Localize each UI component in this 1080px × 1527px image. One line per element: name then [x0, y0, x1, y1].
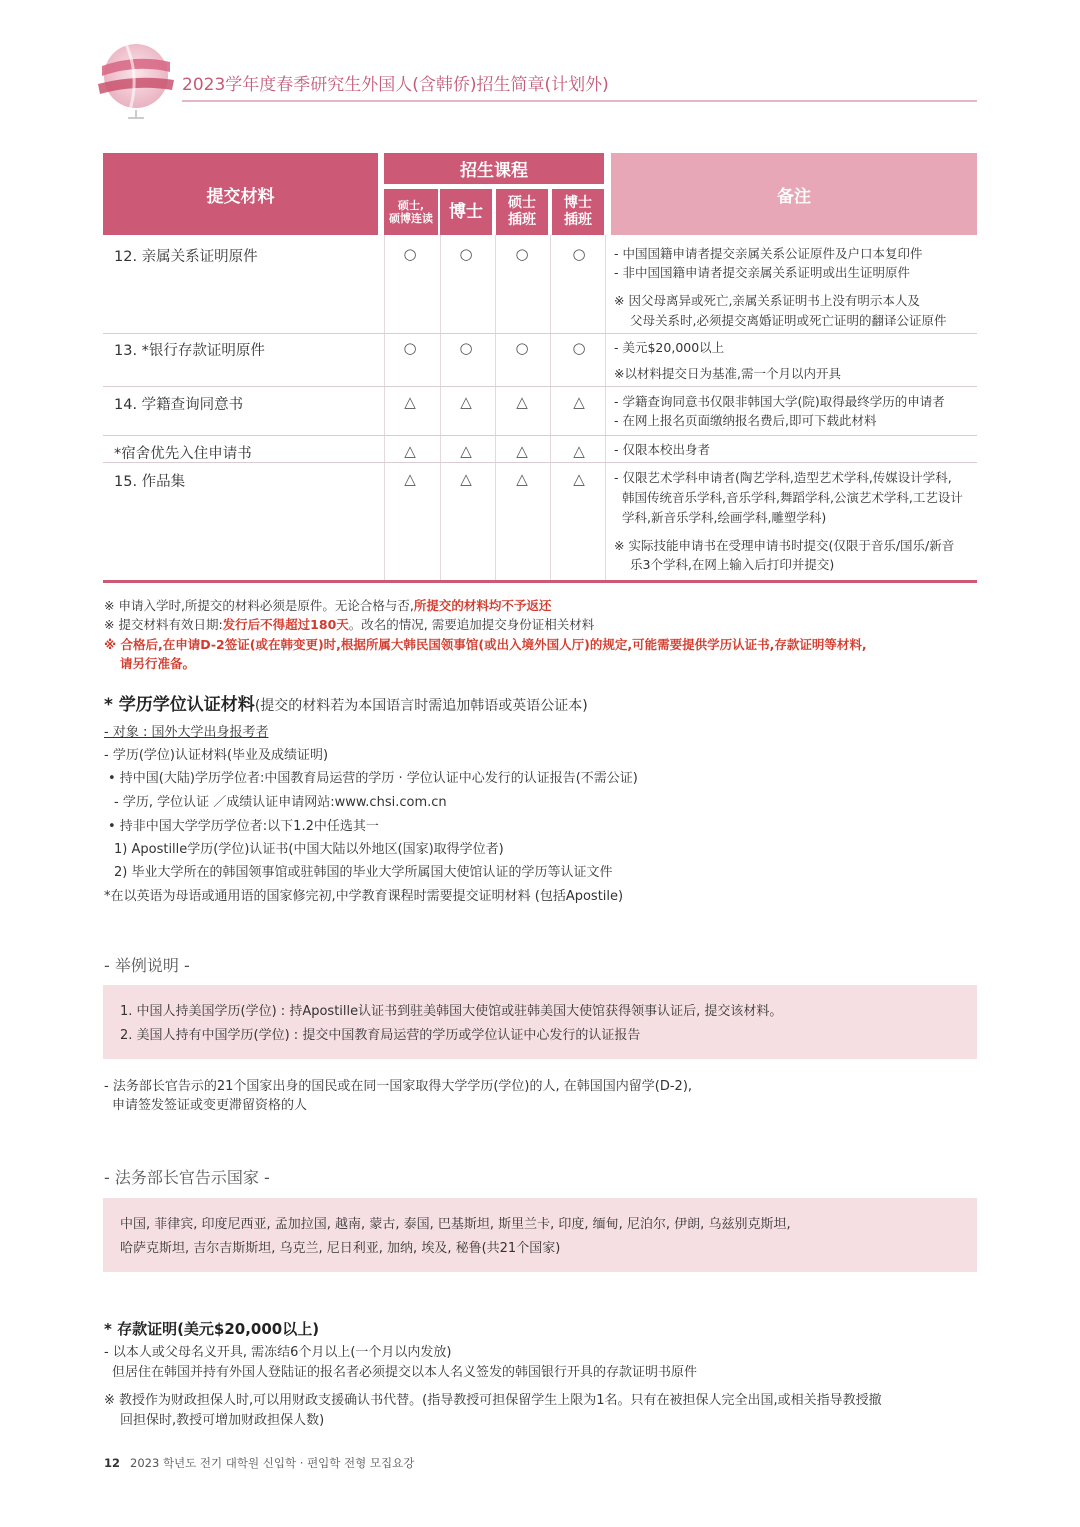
col-divider [384, 235, 385, 580]
mark-triangle: △ [460, 470, 472, 488]
th-remarks: 备注 [611, 153, 977, 235]
mark-triangle: △ [573, 393, 585, 411]
mark-circle: ○ [403, 339, 417, 357]
mark-triangle: △ [404, 470, 416, 488]
row-divider [103, 435, 977, 436]
note-line: - 在网上报名页面缴纳报名费后,即可下载此材料 [614, 413, 877, 428]
mark-triangle: △ [516, 470, 528, 488]
footer-text: 2023 학년도 전기 대학원 신입학 · 편입학 전형 모집요강 [130, 1456, 415, 1470]
mark-triangle: △ [460, 442, 472, 460]
mark-circle: ○ [515, 339, 529, 357]
note-line: 父母关系时,必须提交离婚证明或死亡证明的翻译公证原件 [630, 313, 947, 328]
deposit-line: - 以本人或父母名义开具, 需冻结6个月以上(一个月以内发放) [104, 1345, 452, 1360]
deposit-line: ※ 教授作为财政担保人时,可以用财政支援确认书代替。(指导教授可担保留学生上限为1名。只有在被担保人完全出国,或相关指导教授撤 [104, 1393, 882, 1408]
mark-triangle: △ [404, 393, 416, 411]
table-bottom-rule [103, 580, 977, 583]
footnote-1: ※ 申请入学时,所提交的材料必须是原件。无论合格与否,所提交的材料均不予返还 [104, 598, 552, 613]
note-line: - 仅限本校出身者 [614, 442, 710, 457]
example-line: 1. 中国人持美国学历(学位) : 持Apostille认证书到驻美韩国大使馆或驻韩美国大使馆获得领事认证后, 提交该材料。 [120, 1004, 783, 1019]
mark-circle: ○ [459, 339, 473, 357]
th-col-masters-integrated: 硕士, 硕博连读 [384, 189, 438, 235]
footnote-2-highlight: 发行后不得超过180天 [222, 617, 349, 632]
deposit-line: 但居住在韩国并持有外国人登陆证的报名者必须提交以本人名义签发的韩国银行开具的存款证明书原件 [112, 1365, 698, 1380]
example-line: 2. 美国人持有中国学历(学位) : 提交中国教育局运营的学历或学位认证中心发行的认证报告 [120, 1028, 641, 1043]
note-line: ※以材料提交日为基准,需一个月以内开具 [614, 366, 841, 381]
degree-cert-subtitle: (提交的材料若为本国语言时需追加韩语或英语公证本) [254, 698, 588, 714]
note-line: - 非中国国籍申请者提交亲属关系证明或出生证明原件 [614, 265, 910, 280]
note-line: - 美元$20,000以上 [614, 340, 725, 355]
countries-line: 中国, 菲律宾, 印度尼西亚, 孟加拉国, 越南, 蒙古, 泰国, 巴基斯坦, 斯里兰卡, 印度, 缅甸, 尼泊尔, 伊朗, 乌兹别克斯坦, [120, 1217, 791, 1232]
col-divider [440, 235, 441, 580]
countries-box [103, 1198, 977, 1272]
degree-cert-line: - 对象 : 国外大学出身报考者 [104, 725, 269, 740]
th-materials: 提交材料 [103, 153, 378, 235]
footnote-1-highlight: 所提交的材料均不予返还 [413, 598, 552, 613]
header-title: 2023学年度春季研究生外国人(含韩侨)招生简章(计划外) [182, 75, 609, 95]
degree-cert-title: * 学历学位认证材料(提交的材料若为本国语言时需追加韩语或英语公证本) [104, 695, 588, 715]
degree-cert-line: 1) Apostille学历(学位)认证书(中国大陆以外地区(国家)取得学位者) [114, 842, 504, 857]
th-col-doctor-transfer: 博士 插班 [552, 189, 604, 235]
row-divider [103, 462, 977, 463]
th-courses: 招生课程 [384, 153, 604, 184]
note-line: 乐3个学科,在网上输入后打印并提交) [630, 557, 835, 572]
examples-note: 申请签发签证或变更滞留资格的人 [112, 1098, 308, 1113]
mark-circle: ○ [403, 245, 417, 263]
note-line: - 学籍查询同意书仅限非韩国大学(院)取得最终学历的申请者 [614, 394, 945, 409]
deposit-line: 回担保时,教授可增加财政担保人数) [120, 1413, 325, 1428]
mark-triangle: △ [516, 393, 528, 411]
note-line: ※ 实际技能申请书在受理申请书时提交(仅限于音乐/国乐/新音 [614, 538, 955, 553]
mark-circle: ○ [572, 339, 586, 357]
degree-cert-line: • 持非中国大学学历学位者:以下1.2中任选其一 [108, 819, 379, 834]
degree-cert-line: - 学历(学位)认证材料(毕业及成绩证明) [104, 748, 329, 763]
th-col-doctor: 博士 [440, 189, 492, 235]
page-footer [104, 1455, 414, 1471]
material-row-12: 12. 亲属关系证明原件 [114, 249, 258, 265]
degree-cert-line: - 学历, 学位认证 ／成绩认证申请网站:www.chsi.com.cn [114, 795, 447, 810]
examples-box [103, 985, 977, 1059]
material-row-14: 14. 学籍查询同意书 [114, 397, 244, 413]
mark-circle: ○ [515, 245, 529, 263]
mark-triangle: △ [460, 393, 472, 411]
note-line: 韩国传统音乐学科,音乐学科,舞蹈学科,公演艺术学科,工艺设计 [622, 490, 963, 505]
mark-triangle: △ [404, 442, 416, 460]
material-row-15: 15. 作品集 [114, 474, 186, 490]
footnote-3-cont: 请另行准备。 [120, 656, 196, 671]
mark-triangle: △ [573, 442, 585, 460]
brand-logo [96, 40, 176, 120]
note-line: 学科,新音乐学科,绘画学科,雕塑学科) [622, 510, 827, 525]
col-divider [495, 235, 496, 580]
row-divider [103, 386, 977, 387]
mark-circle: ○ [572, 245, 586, 263]
material-row-13: 13. *银行存款证明原件 [114, 343, 265, 359]
page-number: 12 [104, 1456, 121, 1470]
deposit-title: * 存款证明(美元$20,000以上) [104, 1320, 320, 1338]
footnote-2: ※ 提交材料有效日期:发行后不得超过180天。改名的情况, 需要追加提交身份证相关材料 [104, 617, 595, 632]
degree-cert-line: • 持中国(大陆)学历学位者:中国教育局运营的学历 · 学位认证中心发行的认证报告(不需公证) [108, 771, 638, 786]
note-line: - 中国国籍申请者提交亲属关系公证原件及户口本复印件 [614, 246, 923, 261]
note-line: - 仅限艺术学科申请者(陶艺学科,造型艺术学科,传媒设计学科, [614, 470, 952, 485]
note-line: ※ 因父母离异或死亡,亲属关系证明书上没有明示本人及 [614, 293, 920, 308]
material-row-dorm: *宿舍优先入住申请书 [114, 446, 252, 462]
col-divider [550, 235, 551, 580]
row-divider [103, 333, 977, 334]
col-divider [605, 235, 606, 580]
examples-note: - 法务部长官告示的21个国家出身的国民或在同一国家取得大学学历(学位)的人, 在韩国国内留学(D-2), [104, 1079, 693, 1094]
header-divider [182, 100, 977, 102]
mark-triangle: △ [516, 442, 528, 460]
mark-triangle: △ [573, 470, 585, 488]
th-col-masters-transfer: 硕士 插班 [496, 189, 548, 235]
footnote-3: ※ 合格后,在申请D-2签证(或在韩变更)时,根据所属大韩民国领事馆(或出入境外国人厅)的规定,可能需要提供学历认证书,存款证明等材料, [104, 637, 867, 652]
countries-heading: - 法务部长官告示国家 - [104, 1168, 270, 1187]
degree-cert-line: 2) 毕业大学所在的韩国领事馆或驻韩国的毕业大学所属国大使馆认证的学历等认证文件 [114, 865, 613, 880]
examples-heading: - 举例说明 - [104, 956, 190, 975]
degree-cert-line: *在以英语为母语或通用语的国家修完初,中学教育课程时需要提交证明材料 (包括Apostile) [104, 889, 624, 904]
countries-line: 哈萨克斯坦, 吉尔吉斯斯坦, 乌克兰, 尼日利亚, 加纳, 埃及, 秘鲁(共21个国家) [120, 1241, 561, 1256]
mark-circle: ○ [459, 245, 473, 263]
